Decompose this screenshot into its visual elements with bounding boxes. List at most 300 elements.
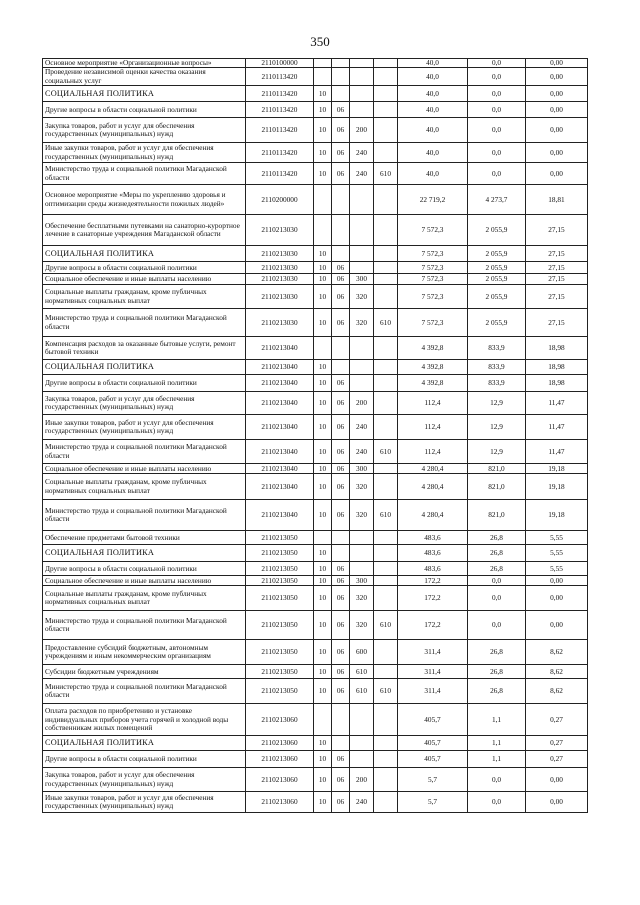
table-row (43, 640, 588, 665)
row-name: Другие вопросы в области социальной политики (43, 262, 246, 274)
executed-amount: 2 055,9 (468, 246, 526, 262)
table-row (43, 375, 588, 392)
row-name: Обеспечение предметами бытовой техники (43, 531, 246, 545)
administrator-code (374, 545, 398, 562)
target-code: 2110113420 (246, 143, 314, 163)
row-name: Министерство труда и социальной политики Магаданской области (43, 309, 246, 337)
target-code: 2110213030 (246, 285, 314, 309)
target-code: 2110213030 (246, 246, 314, 262)
administrator-code (374, 143, 398, 163)
subsection-code (332, 337, 350, 360)
subsection-code: 06 (332, 392, 350, 415)
execution-percent: 11,47 (526, 415, 588, 440)
expense-type-code: 610 (350, 665, 374, 679)
execution-percent: 19,18 (526, 464, 588, 474)
subsection-code (332, 86, 350, 102)
expense-type-code (350, 736, 374, 751)
administrator-code (374, 464, 398, 474)
table-row (43, 611, 588, 640)
execution-percent: 18,98 (526, 337, 588, 360)
section-code: 10 (314, 736, 332, 751)
planned-amount: 172,2 (398, 576, 468, 586)
execution-percent: 18,98 (526, 375, 588, 392)
subsection-code: 06 (332, 586, 350, 611)
expense-type-code (350, 246, 374, 262)
table-row (43, 59, 588, 68)
planned-amount: 405,7 (398, 751, 468, 768)
execution-percent: 0,00 (526, 576, 588, 586)
section-code: 10 (314, 665, 332, 679)
section-code: 10 (314, 262, 332, 274)
row-name: Закупка товаров, работ и услуг для обеспечения государственных (муниципальных) нужд (43, 118, 246, 143)
expense-type-code: 320 (350, 611, 374, 640)
section-code: 10 (314, 768, 332, 792)
table-row (43, 665, 588, 679)
executed-amount: 0,0 (468, 792, 526, 813)
target-code: 2110213050 (246, 562, 314, 576)
planned-amount: 7 572,3 (398, 215, 468, 246)
expense-type-code (350, 68, 374, 86)
executed-amount: 1,1 (468, 704, 526, 736)
execution-percent: 0,00 (526, 118, 588, 143)
row-name: Министерство труда и социальной политики Магаданской области (43, 163, 246, 185)
executed-amount: 0,0 (468, 102, 526, 118)
administrator-code: 610 (374, 163, 398, 185)
executed-amount: 0,0 (468, 768, 526, 792)
expense-type-code: 200 (350, 768, 374, 792)
expense-type-code: 240 (350, 792, 374, 813)
row-name: Оплата расходов по приобретению и установке индивидуальных приборов учета горячей и холодной воды собственникам жилых помещений (43, 704, 246, 736)
executed-amount: 0,0 (468, 118, 526, 143)
execution-percent: 0,00 (526, 86, 588, 102)
expense-type-code: 320 (350, 309, 374, 337)
table-row (43, 118, 588, 143)
administrator-code (374, 215, 398, 246)
executed-amount: 0,0 (468, 86, 526, 102)
planned-amount: 4 280,4 (398, 500, 468, 531)
target-code: 2110213040 (246, 337, 314, 360)
expense-type-code (350, 751, 374, 768)
target-code: 2110213040 (246, 464, 314, 474)
row-name: Иные закупки товаров, работ и услуг для обеспечения государственных (муниципальных) нужд (43, 792, 246, 813)
execution-percent: 27,15 (526, 274, 588, 285)
subsection-code (332, 59, 350, 68)
table-row (43, 562, 588, 576)
administrator-code (374, 768, 398, 792)
table-row (43, 215, 588, 246)
administrator-code (374, 562, 398, 576)
row-name: Социальные выплаты гражданам, кроме публичных нормативных социальных выплат (43, 474, 246, 500)
row-name: СОЦИАЛЬНАЯ ПОЛИТИКА (43, 736, 246, 751)
row-name: Министерство труда и социальной политики Магаданской области (43, 679, 246, 704)
table-row (43, 736, 588, 751)
planned-amount: 40,0 (398, 163, 468, 185)
planned-amount: 7 572,3 (398, 274, 468, 285)
administrator-code (374, 640, 398, 665)
expense-type-code: 200 (350, 392, 374, 415)
execution-percent: 8,62 (526, 665, 588, 679)
target-code: 2110213030 (246, 262, 314, 274)
planned-amount: 40,0 (398, 102, 468, 118)
subsection-code (332, 246, 350, 262)
expense-type-code (350, 262, 374, 274)
expense-type-code: 300 (350, 576, 374, 586)
subsection-code: 06 (332, 274, 350, 285)
administrator-code (374, 392, 398, 415)
table-row (43, 86, 588, 102)
expense-type-code: 320 (350, 586, 374, 611)
target-code: 2110213050 (246, 576, 314, 586)
row-name: СОЦИАЛЬНАЯ ПОЛИТИКА (43, 86, 246, 102)
table-row (43, 163, 588, 185)
planned-amount: 112,4 (398, 415, 468, 440)
subsection-code: 06 (332, 768, 350, 792)
subsection-code (332, 185, 350, 215)
expense-type-code (350, 531, 374, 545)
target-code: 2110113420 (246, 163, 314, 185)
table-row (43, 576, 588, 586)
section-code: 10 (314, 562, 332, 576)
subsection-code (332, 545, 350, 562)
planned-amount: 483,6 (398, 531, 468, 545)
planned-amount: 483,6 (398, 562, 468, 576)
planned-amount: 311,4 (398, 665, 468, 679)
administrator-code (374, 576, 398, 586)
row-name: Компенсация расходов за оказанные бытовые услуги, ремонт бытовой техники (43, 337, 246, 360)
section-code: 10 (314, 415, 332, 440)
row-name: СОЦИАЛЬНАЯ ПОЛИТИКА (43, 246, 246, 262)
planned-amount: 7 572,3 (398, 285, 468, 309)
table-row (43, 392, 588, 415)
administrator-code (374, 68, 398, 86)
target-code: 2110113420 (246, 118, 314, 143)
row-name: Закупка товаров, работ и услуг для обеспечения государственных (муниципальных) нужд (43, 392, 246, 415)
target-code: 2110213060 (246, 704, 314, 736)
execution-percent: 5,55 (526, 562, 588, 576)
administrator-code (374, 118, 398, 143)
executed-amount: 26,8 (468, 640, 526, 665)
row-name: Социальное обеспечение и иные выплаты населению (43, 464, 246, 474)
section-code (314, 531, 332, 545)
planned-amount: 172,2 (398, 586, 468, 611)
execution-percent: 27,15 (526, 309, 588, 337)
execution-percent: 19,18 (526, 500, 588, 531)
row-name: Социальные выплаты гражданам, кроме публичных нормативных социальных выплат (43, 285, 246, 309)
section-code (314, 185, 332, 215)
expense-type-code: 320 (350, 474, 374, 500)
execution-percent: 27,15 (526, 262, 588, 274)
executed-amount: 0,0 (468, 586, 526, 611)
target-code: 2110213060 (246, 751, 314, 768)
row-name: Социальное обеспечение и иные выплаты населению (43, 576, 246, 586)
executed-amount: 26,8 (468, 665, 526, 679)
row-name: СОЦИАЛЬНАЯ ПОЛИТИКА (43, 545, 246, 562)
subsection-code: 06 (332, 665, 350, 679)
target-code: 2110213040 (246, 360, 314, 375)
execution-percent: 0,27 (526, 751, 588, 768)
table-row (43, 500, 588, 531)
row-name: Социальное обеспечение и иные выплаты населению (43, 274, 246, 285)
executed-amount: 0,0 (468, 143, 526, 163)
table-row (43, 531, 588, 545)
expense-type-code (350, 215, 374, 246)
expense-type-code: 320 (350, 285, 374, 309)
table-row (43, 545, 588, 562)
row-name: Закупка товаров, работ и услуг для обеспечения государственных (муниципальных) нужд (43, 768, 246, 792)
planned-amount: 7 572,3 (398, 262, 468, 274)
table-row (43, 309, 588, 337)
target-code: 2110213060 (246, 792, 314, 813)
target-code: 2110213030 (246, 215, 314, 246)
expense-type-code (350, 562, 374, 576)
subsection-code (332, 215, 350, 246)
budget-table (42, 58, 588, 813)
target-code: 2110213050 (246, 611, 314, 640)
planned-amount: 483,6 (398, 545, 468, 562)
table-row (43, 337, 588, 360)
target-code: 2110213060 (246, 768, 314, 792)
execution-percent: 27,15 (526, 215, 588, 246)
section-code (314, 337, 332, 360)
row-name: СОЦИАЛЬНАЯ ПОЛИТИКА (43, 360, 246, 375)
section-code (314, 215, 332, 246)
executed-amount: 26,8 (468, 545, 526, 562)
subsection-code (332, 531, 350, 545)
administrator-code (374, 102, 398, 118)
target-code: 2110213030 (246, 274, 314, 285)
subsection-code: 06 (332, 415, 350, 440)
table-row (43, 415, 588, 440)
table-row (43, 768, 588, 792)
row-name: Обеспечение бесплатными путевками на санаторно-курортное лечение в санаторные учреждения Магаданской области (43, 215, 246, 246)
execution-percent: 18,98 (526, 360, 588, 375)
expense-type-code: 610 (350, 679, 374, 704)
administrator-code (374, 274, 398, 285)
target-code: 2110213040 (246, 474, 314, 500)
executed-amount: 833,9 (468, 375, 526, 392)
row-name: Министерство труда и социальной политики Магаданской области (43, 440, 246, 464)
subsection-code: 06 (332, 375, 350, 392)
execution-percent: 11,47 (526, 440, 588, 464)
subsection-code (332, 68, 350, 86)
subsection-code: 06 (332, 440, 350, 464)
administrator-code: 610 (374, 440, 398, 464)
administrator-code: 610 (374, 611, 398, 640)
planned-amount: 40,0 (398, 143, 468, 163)
table-row (43, 102, 588, 118)
expense-type-code: 600 (350, 640, 374, 665)
execution-percent: 0,00 (526, 586, 588, 611)
planned-amount: 40,0 (398, 68, 468, 86)
execution-percent: 8,62 (526, 679, 588, 704)
expense-type-code (350, 704, 374, 736)
executed-amount: 0,0 (468, 59, 526, 68)
table-row (43, 274, 588, 285)
executed-amount: 4 273,7 (468, 185, 526, 215)
executed-amount: 12,9 (468, 392, 526, 415)
section-code: 10 (314, 143, 332, 163)
section-code (314, 704, 332, 736)
target-code: 2110113420 (246, 86, 314, 102)
section-code: 10 (314, 309, 332, 337)
planned-amount: 4 280,4 (398, 464, 468, 474)
section-code: 10 (314, 679, 332, 704)
execution-percent: 18,81 (526, 185, 588, 215)
executed-amount: 821,0 (468, 474, 526, 500)
administrator-code (374, 59, 398, 68)
execution-percent: 19,18 (526, 474, 588, 500)
administrator-code (374, 375, 398, 392)
planned-amount: 22 719,2 (398, 185, 468, 215)
row-name: Основное мероприятие «Организационные вопросы» (43, 59, 246, 68)
section-code: 10 (314, 611, 332, 640)
subsection-code: 06 (332, 576, 350, 586)
subsection-code: 06 (332, 500, 350, 531)
row-name: Другие вопросы в области социальной политики (43, 562, 246, 576)
executed-amount: 12,9 (468, 415, 526, 440)
executed-amount: 2 055,9 (468, 309, 526, 337)
expense-type-code: 200 (350, 118, 374, 143)
administrator-code (374, 415, 398, 440)
subsection-code: 06 (332, 118, 350, 143)
subsection-code: 06 (332, 640, 350, 665)
administrator-code: 610 (374, 500, 398, 531)
section-code: 10 (314, 586, 332, 611)
expense-type-code (350, 360, 374, 375)
row-name: Основное мероприятие «Меры по укреплению здоровья и оптимизации среды жизнедеятельности пожилых людей» (43, 185, 246, 215)
target-code: 2110113420 (246, 68, 314, 86)
target-code: 2110213040 (246, 440, 314, 464)
section-code: 10 (314, 640, 332, 665)
section-code: 10 (314, 86, 332, 102)
section-code: 10 (314, 464, 332, 474)
target-code: 2110200000 (246, 185, 314, 215)
execution-percent: 0,00 (526, 59, 588, 68)
executed-amount: 1,1 (468, 736, 526, 751)
row-name: Субсидии бюджетным учреждениям (43, 665, 246, 679)
section-code: 10 (314, 285, 332, 309)
administrator-code (374, 86, 398, 102)
planned-amount: 4 392,8 (398, 337, 468, 360)
expense-type-code (350, 375, 374, 392)
executed-amount: 12,9 (468, 440, 526, 464)
planned-amount: 405,7 (398, 704, 468, 736)
execution-percent: 0,00 (526, 768, 588, 792)
section-code (314, 68, 332, 86)
expense-type-code: 300 (350, 464, 374, 474)
target-code: 2110213050 (246, 640, 314, 665)
execution-percent: 0,00 (526, 611, 588, 640)
expense-type-code (350, 59, 374, 68)
planned-amount: 4 280,4 (398, 474, 468, 500)
subsection-code: 06 (332, 163, 350, 185)
row-name: Иные закупки товаров, работ и услуг для обеспечения государственных (муниципальных) нужд (43, 143, 246, 163)
row-name: Иные закупки товаров, работ и услуг для обеспечения государственных (муниципальных) нужд (43, 415, 246, 440)
administrator-code (374, 185, 398, 215)
planned-amount: 5,7 (398, 792, 468, 813)
expense-type-code (350, 86, 374, 102)
planned-amount: 112,4 (398, 392, 468, 415)
section-code (314, 59, 332, 68)
target-code: 2110213060 (246, 736, 314, 751)
row-name: Другие вопросы в области социальной политики (43, 102, 246, 118)
section-code: 10 (314, 392, 332, 415)
executed-amount: 26,8 (468, 531, 526, 545)
executed-amount: 1,1 (468, 751, 526, 768)
section-code: 10 (314, 102, 332, 118)
row-name: Министерство труда и социальной политики Магаданской области (43, 611, 246, 640)
table-row (43, 586, 588, 611)
executed-amount: 821,0 (468, 464, 526, 474)
subsection-code (332, 736, 350, 751)
section-code: 10 (314, 163, 332, 185)
table-row (43, 360, 588, 375)
executed-amount: 833,9 (468, 360, 526, 375)
target-code: 2110100000 (246, 59, 314, 68)
section-code: 10 (314, 375, 332, 392)
execution-percent: 0,00 (526, 143, 588, 163)
planned-amount: 40,0 (398, 118, 468, 143)
planned-amount: 7 572,3 (398, 309, 468, 337)
executed-amount: 821,0 (468, 500, 526, 531)
table-row (43, 679, 588, 704)
row-name: Министерство труда и социальной политики Магаданской области (43, 500, 246, 531)
target-code: 2110113420 (246, 102, 314, 118)
administrator-code (374, 262, 398, 274)
table-row (43, 792, 588, 813)
executed-amount: 833,9 (468, 337, 526, 360)
executed-amount: 26,8 (468, 562, 526, 576)
executed-amount: 0,0 (468, 163, 526, 185)
execution-percent: 0,00 (526, 102, 588, 118)
expense-type-code: 240 (350, 415, 374, 440)
administrator-code (374, 751, 398, 768)
administrator-code (374, 360, 398, 375)
execution-percent: 5,55 (526, 545, 588, 562)
executed-amount: 26,8 (468, 679, 526, 704)
administrator-code (374, 474, 398, 500)
target-code: 2110213050 (246, 665, 314, 679)
row-name: Проведение независимой оценки качества оказания социальных услуг (43, 68, 246, 86)
expense-type-code: 240 (350, 440, 374, 464)
planned-amount: 4 392,8 (398, 360, 468, 375)
expense-type-code (350, 337, 374, 360)
table-row (43, 751, 588, 768)
administrator-code (374, 586, 398, 611)
table-row (43, 262, 588, 274)
administrator-code (374, 285, 398, 309)
target-code: 2110213050 (246, 545, 314, 562)
administrator-code (374, 531, 398, 545)
executed-amount: 2 055,9 (468, 285, 526, 309)
planned-amount: 311,4 (398, 679, 468, 704)
executed-amount: 0,0 (468, 576, 526, 586)
section-code: 10 (314, 440, 332, 464)
section-code: 10 (314, 360, 332, 375)
planned-amount: 40,0 (398, 59, 468, 68)
table-row (43, 185, 588, 215)
row-name: Другие вопросы в области социальной политики (43, 751, 246, 768)
subsection-code (332, 704, 350, 736)
executed-amount: 0,0 (468, 68, 526, 86)
subsection-code: 06 (332, 474, 350, 500)
section-code: 10 (314, 500, 332, 531)
section-code: 10 (314, 246, 332, 262)
expense-type-code: 300 (350, 274, 374, 285)
section-code: 10 (314, 274, 332, 285)
section-code: 10 (314, 792, 332, 813)
subsection-code: 06 (332, 611, 350, 640)
